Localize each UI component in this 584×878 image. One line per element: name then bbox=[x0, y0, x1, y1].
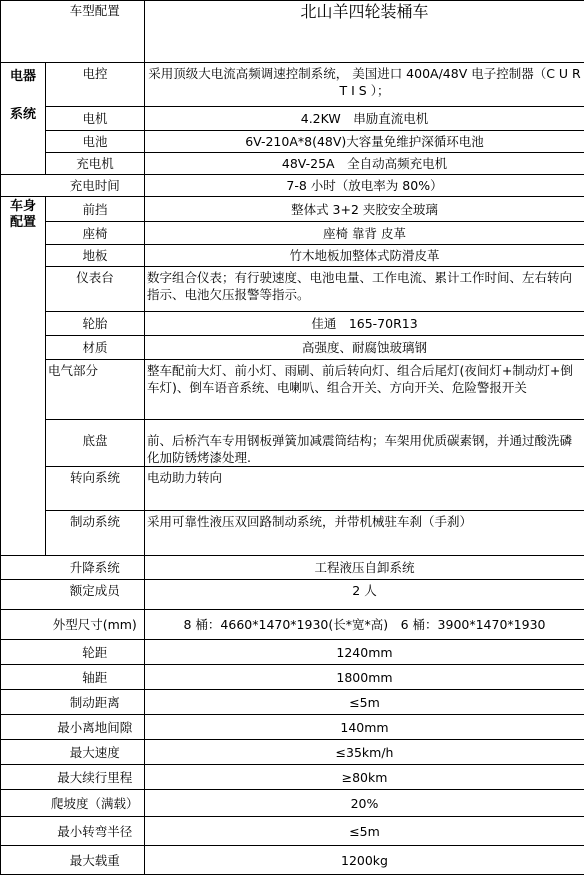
row-value: 佳通 165-70R13 bbox=[145, 312, 584, 336]
row-value: 数字组合仪表；有行驶速度、电池电量、工作电流、累计工作时间、左右转向指示、电池欠压报警等指示。 bbox=[145, 267, 584, 312]
row-value: 20% bbox=[145, 790, 584, 817]
row-label: 爬坡度（满载） bbox=[46, 790, 145, 817]
spec-row-battery bbox=[1, 131, 584, 153]
spec-row-braking-distance bbox=[1, 690, 584, 715]
row-label: 仪表台 bbox=[46, 267, 145, 312]
empty-cell bbox=[1, 846, 46, 875]
row-label: 电池 bbox=[46, 131, 145, 153]
spec-row-gradeability bbox=[1, 790, 584, 817]
spec-row-electrical bbox=[1, 360, 584, 420]
row-label: 材质 bbox=[46, 336, 145, 360]
spec-row-chassis bbox=[1, 420, 584, 467]
spec-row-steering bbox=[1, 467, 584, 511]
row-value: 电动助力转向 bbox=[147, 470, 223, 485]
row-label: 升降系统 bbox=[46, 556, 145, 580]
spec-row-turning-radius bbox=[1, 817, 584, 846]
brake-value-cell bbox=[145, 511, 584, 556]
row-value: 整车配前大灯、前小灯、雨刷、前后转向灯、组合后尾灯(夜间灯+制动灯+倒车灯)、倒车语音系统、电喇叭、组合开关、方向开关、危险警报开关 bbox=[145, 360, 584, 420]
steering-value-cell bbox=[145, 467, 584, 511]
row-label: 最小转弯半径 bbox=[46, 817, 145, 846]
row-value: 140mm bbox=[145, 715, 584, 740]
row-value: 竹木地板加整体式防滑皮革 bbox=[145, 245, 584, 267]
empty-cell bbox=[1, 175, 46, 197]
row-value: ≥80km bbox=[145, 765, 584, 790]
group-electric-top bbox=[1, 63, 46, 107]
spec-row-dimensions bbox=[1, 610, 584, 640]
row-label: 充电时间 bbox=[46, 175, 145, 197]
row-label: 外型尺寸(mm) bbox=[46, 610, 145, 640]
row-label: 座椅 bbox=[46, 222, 145, 245]
spec-row-max-range bbox=[1, 765, 584, 790]
spec-row-max-speed bbox=[1, 740, 584, 765]
spec-row-ground-clearance bbox=[1, 715, 584, 740]
row-value: 座椅 靠背 皮革 bbox=[145, 222, 584, 245]
row-label: 制动距离 bbox=[46, 690, 145, 715]
spec-row-floor bbox=[1, 245, 584, 267]
row-label: 制动系统 bbox=[46, 511, 145, 556]
row-label: 轴距 bbox=[46, 665, 145, 690]
group-body bbox=[1, 197, 46, 556]
row-value: 高强度、耐腐蚀玻璃钢 bbox=[145, 336, 584, 360]
empty-cell bbox=[1, 610, 46, 640]
empty-cell bbox=[1, 817, 46, 846]
spec-row-tire bbox=[1, 312, 584, 336]
row-value: ≤5m bbox=[145, 690, 584, 715]
row-value: ≤5m bbox=[145, 817, 584, 846]
group-body-label-2: 配置 bbox=[9, 215, 36, 230]
row-value: 7-8 小时（放电率为 80%） bbox=[145, 175, 584, 197]
row-value: 1240mm bbox=[145, 640, 584, 665]
empty-cell bbox=[1, 715, 46, 740]
row-value: 采用顶级大电流高频调速控制系统， 美国进口 400A/48V 电子控制器（C U R T I S ）； bbox=[145, 63, 584, 107]
spec-row-windshield bbox=[1, 197, 584, 222]
row-label: 最小离地间隙 bbox=[46, 715, 145, 740]
group-electric-bottom bbox=[1, 107, 46, 175]
header-label: 车型配置 bbox=[46, 1, 145, 63]
row-label: 转向系统 bbox=[46, 467, 145, 511]
spec-row-charger bbox=[1, 153, 584, 175]
row-label: 最大速度 bbox=[46, 740, 145, 765]
row-value: 4.2KW 串励直流电机 bbox=[145, 107, 584, 131]
header-row bbox=[1, 1, 584, 63]
row-value: 1200kg bbox=[145, 846, 584, 875]
spec-row-dashboard bbox=[1, 267, 584, 312]
row-value: 采用可靠性液压双回路制动系统，并带机械驻车刹（手刹） bbox=[147, 514, 473, 529]
empty-cell bbox=[1, 790, 46, 817]
row-value: 整体式 3+2 夹胶安全玻璃 bbox=[145, 197, 584, 222]
spec-row-wheel-track bbox=[1, 640, 584, 665]
row-label: 底盘 bbox=[46, 420, 145, 467]
row-value: 2 人 bbox=[145, 580, 584, 610]
row-value: 工程液压自卸系统 bbox=[145, 556, 584, 580]
row-value: ≤35km/h bbox=[145, 740, 584, 765]
spec-row-material bbox=[1, 336, 584, 360]
empty-cell bbox=[1, 690, 46, 715]
empty-cell bbox=[1, 665, 46, 690]
spec-row-brake bbox=[1, 511, 584, 556]
row-label: 轮胎 bbox=[46, 312, 145, 336]
row-label: 轮距 bbox=[46, 640, 145, 665]
row-label: 最大续行里程 bbox=[46, 765, 145, 790]
row-label: 地板 bbox=[46, 245, 145, 267]
spec-row-max-load bbox=[1, 846, 584, 875]
spec-row-wheelbase bbox=[1, 665, 584, 690]
page-title: 北山羊四轮装桶车 bbox=[145, 1, 584, 63]
row-label: 电控 bbox=[46, 63, 145, 107]
row-label: 额定成员 bbox=[46, 580, 145, 610]
row-value: 1800mm bbox=[145, 665, 584, 690]
row-value: 8 桶：4660*1470*1930(长*宽*高) 6 桶：3900*1470*1930 bbox=[145, 610, 584, 640]
row-label: 最大载重 bbox=[46, 846, 145, 875]
group-body-label-1: 车身 bbox=[9, 199, 36, 214]
empty-cell bbox=[1, 765, 46, 790]
group-electric-label-1: 电器 bbox=[9, 69, 36, 84]
row-value: 6V-210A*8(48V)大容量免维护深循环电池 bbox=[145, 131, 584, 153]
spec-row-controller bbox=[1, 63, 584, 107]
empty-cell bbox=[1, 556, 46, 580]
row-label: 前挡 bbox=[46, 197, 145, 222]
row-label: 电机 bbox=[46, 107, 145, 131]
header-empty bbox=[1, 1, 46, 63]
empty-cell bbox=[1, 640, 46, 665]
spec-row-charge-time bbox=[1, 175, 584, 197]
spec-row-passengers bbox=[1, 580, 584, 610]
row-label: 电气部分 bbox=[46, 360, 145, 420]
row-label: 充电机 bbox=[46, 153, 145, 175]
empty-cell bbox=[1, 740, 46, 765]
row-value: 48V-25A 全自动高频充电机 bbox=[145, 153, 584, 175]
row-value: 前、后桥汽车专用钢板弹簧加减震筒结构；车架用优质碳素钢，并通过酸洗磷化加防锈烤漆处理. bbox=[145, 420, 584, 467]
spec-row-seat bbox=[1, 222, 584, 245]
group-electric-label-2: 系统 bbox=[9, 106, 36, 122]
empty-cell bbox=[1, 580, 46, 610]
spec-row-motor bbox=[1, 107, 584, 131]
spec-row-lift bbox=[1, 556, 584, 580]
